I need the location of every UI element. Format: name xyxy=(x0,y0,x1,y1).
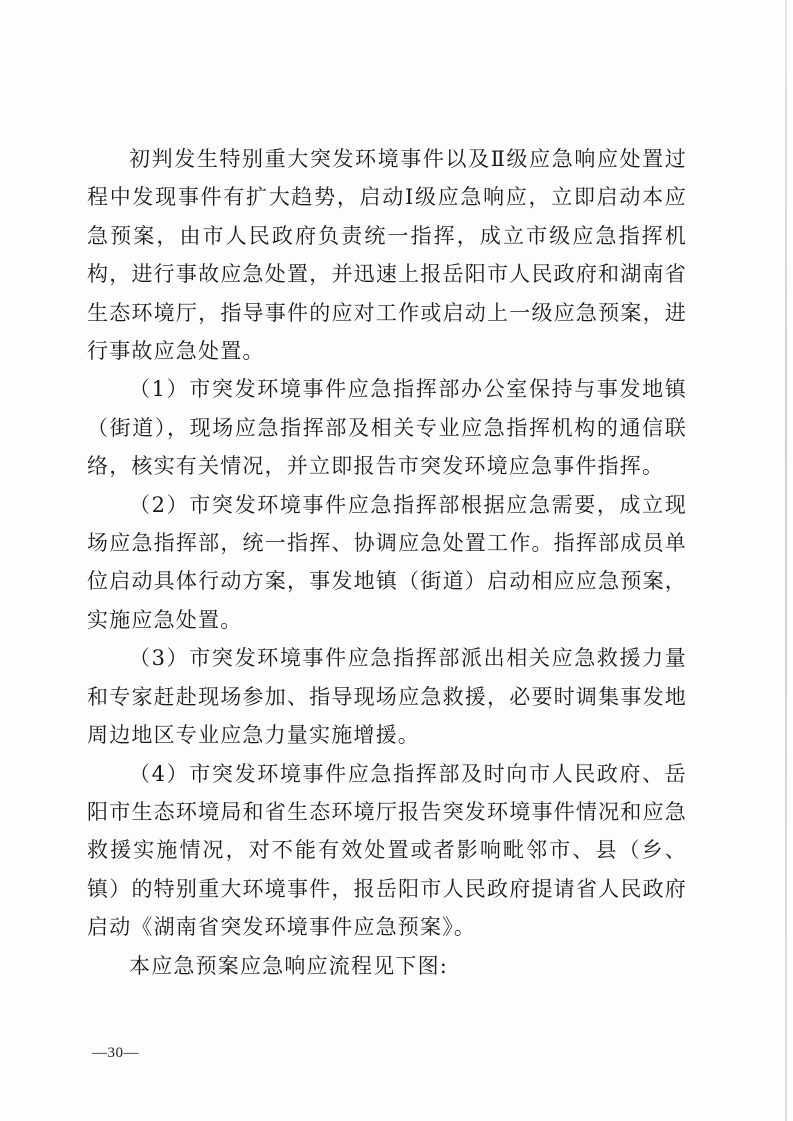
document-body xyxy=(87,140,687,985)
page-number: —30— xyxy=(92,1045,139,1061)
paragraph-flow-reference: 本应急预案应急响应流程见下图: xyxy=(129,953,449,978)
paragraph-level-1-response: 初判发生特别重大突发环境事件以及Ⅱ级应急响应处置过程中发现事件有扩大趋势，启动Ⅰ级应急响应，立即启动本应急预案，由市人民政府负责统一指挥，成立市级应急指挥机构，进行事故应急处置，并迅速上报岳阳市人民政府和湖南省生态环境厅，指导事件的应对工作或启动上一级应急预案，进行事故应急处置。 xyxy=(87,147,687,364)
paragraph-item-2: （2）市突发环境事件应急指挥部根据应急需要，成立现场应急指挥部，统一指挥、协调应急处置工作。指挥部成员单位启动具体行动方案，事发地镇（街道）启动相应应急预案，实施应急处置。 xyxy=(87,492,687,632)
scan-edge xyxy=(785,0,787,1121)
paragraph-item-1: （1）市突发环境事件应急指挥部办公室保持与事发地镇（街道），现场应急指挥部及相关专业应急指挥机构的通信联络，核实有关情况，并立即报告市突发环境应急事件指挥。 xyxy=(87,377,687,479)
paragraph-item-3: （3）市突发环境事件应急指挥部派出相关应急救援力量和专家赶赴现场参加、指导现场应急救援，必要时调集事发地周边地区专业应急力量实施增援。 xyxy=(87,646,687,748)
paragraph-item-4: （4）市突发环境事件应急指挥部及时向市人民政府、岳阳市生态环境局和省生态环境厅报告突发环境事件情况和应急救援实施情况，对不能有效处置或者影响毗邻市、县（乡、镇）的特别重大环境事件，报岳阳市人民政府提请省人民政府启动《湖南省突发环境事件应急预案》。 xyxy=(87,761,687,940)
